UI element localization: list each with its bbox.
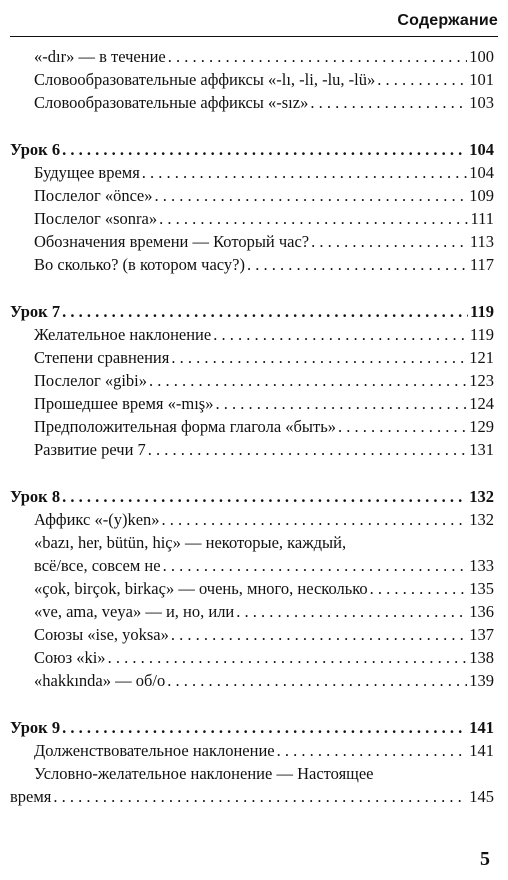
toc-entry-title: Условно-желательное наклонение — Настоящее xyxy=(34,764,374,783)
toc-entry-line1[interactable] xyxy=(10,531,494,554)
dot-leader xyxy=(236,600,467,623)
lesson-page: 132 xyxy=(469,487,494,506)
dot-leader xyxy=(167,669,467,692)
lesson-title: Урок 7 xyxy=(10,302,61,321)
dot-leader xyxy=(148,438,467,461)
toc-entry-page: 145 xyxy=(469,787,494,806)
toc-entry-page: 136 xyxy=(469,602,494,621)
toc-entry[interactable] xyxy=(10,45,494,68)
toc-entry-line2[interactable] xyxy=(10,554,494,577)
toc-entry[interactable] xyxy=(10,646,494,669)
toc-entry[interactable] xyxy=(10,323,494,346)
toc-entry-title: Словообразовательные аффиксы «-lı, -li, -lu, -lü» xyxy=(34,70,376,89)
toc-entry-title: Во сколько? (в котором часу?) xyxy=(34,255,245,274)
toc-entry-page: 137 xyxy=(469,625,494,644)
dot-leader xyxy=(310,91,467,114)
dot-leader xyxy=(142,161,467,184)
dot-leader xyxy=(377,68,467,91)
header-title: Содержание xyxy=(397,12,498,29)
toc-entry-page: 111 xyxy=(470,209,494,228)
toc-entry[interactable] xyxy=(10,415,494,438)
toc-lesson-8[interactable] xyxy=(10,485,494,508)
toc-entry-page: 101 xyxy=(469,70,494,89)
toc-entry[interactable] xyxy=(10,508,494,531)
toc-entry[interactable] xyxy=(10,669,494,692)
toc-entry-title: Долженствовательное наклонение xyxy=(34,741,275,760)
toc-entry[interactable] xyxy=(10,184,494,207)
toc-entry-title: Послелог «önce» xyxy=(34,186,153,205)
toc-entry-title: всё/все, совсем не xyxy=(34,556,161,575)
toc-entry[interactable] xyxy=(10,623,494,646)
toc-entry[interactable] xyxy=(10,91,494,114)
toc-entry[interactable] xyxy=(10,577,494,600)
toc-entry-line1[interactable] xyxy=(10,762,494,785)
dot-leader xyxy=(162,508,468,531)
dot-leader xyxy=(154,184,467,207)
toc-entry-title: Послелог «sonra» xyxy=(34,209,158,228)
table-of-contents xyxy=(10,45,494,808)
toc-lesson-9[interactable] xyxy=(10,716,494,739)
lesson-page: 141 xyxy=(469,718,494,737)
toc-entry-title: Степени сравнения xyxy=(34,348,170,367)
dot-leader xyxy=(62,716,467,739)
toc-entry[interactable] xyxy=(10,739,494,762)
lesson-page: 119 xyxy=(470,302,494,321)
toc-entry-page: 109 xyxy=(469,186,494,205)
toc-entry-title: «bazı, her, bütün, hiç» — некоторые, каждый, xyxy=(34,533,347,552)
toc-entry-page: 129 xyxy=(469,417,494,436)
toc-entry-page: 117 xyxy=(469,255,494,274)
toc-entry[interactable] xyxy=(10,438,494,461)
toc-entry-title: время xyxy=(10,787,52,806)
toc-entry-page: 139 xyxy=(469,671,494,690)
dot-leader xyxy=(311,230,468,253)
toc-entry[interactable] xyxy=(10,68,494,91)
dot-leader xyxy=(277,739,468,762)
toc-entry[interactable] xyxy=(10,161,494,184)
lesson-title: Урок 8 xyxy=(10,487,61,506)
toc-entry-page: 133 xyxy=(469,556,494,575)
dot-leader xyxy=(62,485,467,508)
toc-entry-title: Обозначения времени — Который час? xyxy=(34,232,310,251)
toc-entry[interactable] xyxy=(10,369,494,392)
lesson-title: Урок 9 xyxy=(10,718,61,737)
dot-leader xyxy=(338,415,467,438)
toc-entry-page: 100 xyxy=(469,47,494,66)
dot-leader xyxy=(149,369,467,392)
toc-entry-title: Аффикс «-(y)ken» xyxy=(34,510,160,529)
toc-entry[interactable] xyxy=(10,230,494,253)
toc-entry-title: Желательное наклонение xyxy=(34,325,212,344)
toc-entry-title: Словообразовательные аффиксы «-sız» xyxy=(34,93,309,112)
toc-entry-page: 131 xyxy=(469,440,494,459)
toc-entry-title: «çok, birçok, birkaç» — очень, много, несколько xyxy=(34,579,368,598)
dot-leader xyxy=(163,554,468,577)
toc-entry-title: «hakkında» — об/о xyxy=(34,671,166,690)
lesson-page: 104 xyxy=(469,140,494,159)
toc-entry-page: 104 xyxy=(469,163,494,182)
toc-entry-title: Союз «ki» xyxy=(34,648,106,667)
toc-entry-page: 141 xyxy=(469,741,494,760)
toc-entry-page: 138 xyxy=(469,648,494,667)
toc-entry[interactable] xyxy=(10,253,494,276)
dot-leader xyxy=(168,45,468,68)
toc-entry-page: 119 xyxy=(469,325,494,344)
dot-leader xyxy=(62,138,467,161)
toc-entry-title: Развитие речи 7 xyxy=(34,440,146,459)
toc-entry-title: «-dır» — в течение xyxy=(34,47,166,66)
dot-leader xyxy=(213,323,468,346)
toc-entry-page: 113 xyxy=(469,232,494,251)
toc-entry-page: 123 xyxy=(469,371,494,390)
toc-entry-line2[interactable] xyxy=(10,785,494,808)
dot-leader xyxy=(171,346,467,369)
running-header xyxy=(10,8,498,37)
dot-leader xyxy=(53,785,467,808)
dot-leader xyxy=(215,392,467,415)
toc-entry-page: 121 xyxy=(469,348,494,367)
toc-entry-page: 103 xyxy=(469,93,494,112)
dot-leader xyxy=(171,623,467,646)
toc-entry[interactable] xyxy=(10,207,494,230)
dot-leader xyxy=(370,577,468,600)
toc-lesson-7[interactable] xyxy=(10,300,494,323)
toc-entry-title: Послелог «gibi» xyxy=(34,371,148,390)
toc-entry-title: «ve, ama, veya» — и, но, или xyxy=(34,602,235,621)
toc-entry[interactable] xyxy=(10,600,494,623)
toc-entry-page: 132 xyxy=(469,510,494,529)
dot-leader xyxy=(159,207,468,230)
toc-entry-title: Будущее время xyxy=(34,163,140,182)
dot-leader xyxy=(247,253,468,276)
lesson-title: Урок 6 xyxy=(10,140,61,159)
toc-entry-title: Прошедшее время «-mış» xyxy=(34,394,214,413)
toc-entry-title: Союзы «ise, yoksa» xyxy=(34,625,169,644)
toc-entry-title: Предположительная форма глагола «быть» xyxy=(34,417,336,436)
toc-entry[interactable] xyxy=(10,392,494,415)
toc-lesson-6[interactable] xyxy=(10,138,494,161)
dot-leader xyxy=(108,646,468,669)
page-number: 5 xyxy=(480,848,490,870)
toc-entry-page: 135 xyxy=(469,579,494,598)
toc-entry[interactable] xyxy=(10,346,494,369)
dot-leader xyxy=(62,300,468,323)
toc-entry-page: 124 xyxy=(469,394,494,413)
